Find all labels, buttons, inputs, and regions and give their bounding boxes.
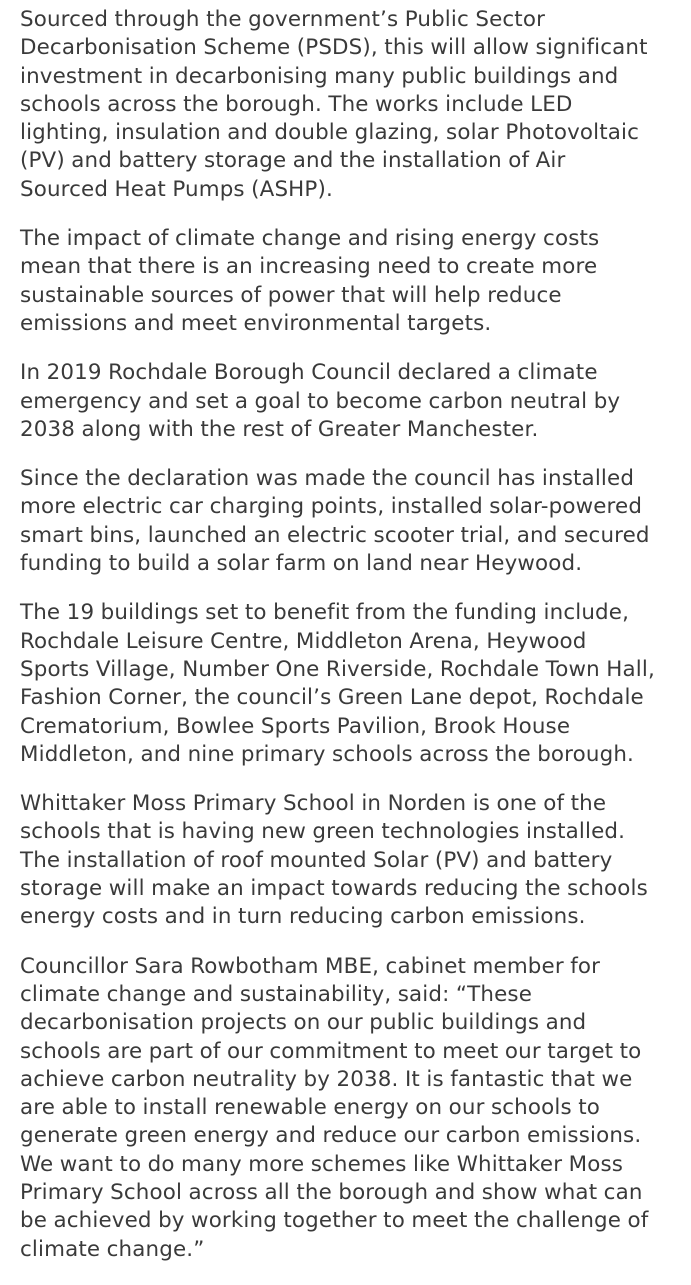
text-line: Fashion Corner, the council’s Green Lane depot, Rochdale bbox=[20, 685, 644, 711]
text-line: Primary School across all the borough and show what can bbox=[20, 1179, 643, 1205]
text-line: Whittaker Moss Primary School in Norden is one of the bbox=[20, 791, 607, 817]
text-line: In 2019 Rochdale Borough Council declared a climate bbox=[20, 360, 598, 386]
text-line: Middleton, and nine primary schools across the borough. bbox=[20, 741, 634, 767]
text-line: sustainable sources of power that will help reduce bbox=[20, 282, 562, 308]
text-line: The impact of climate change and rising energy costs bbox=[20, 226, 600, 252]
text-line: climate change and sustainability, said: “These bbox=[20, 981, 533, 1007]
text-line: achieve carbon neutrality by 2038. It is fantastic that we bbox=[20, 1066, 633, 1092]
article-body bbox=[20, 6, 680, 1285]
text-line: Decarbonisation Scheme (PSDS), this will allow significant bbox=[20, 35, 648, 61]
text-line: Crematorium, Bowlee Sports Pavilion, Brook House bbox=[20, 713, 571, 739]
paragraph-councillor-quote bbox=[20, 953, 680, 1264]
text-line: The 19 buildings set to benefit from the funding include, bbox=[20, 600, 630, 626]
text-line: decarbonisation projects on our public buildings and bbox=[20, 1010, 587, 1036]
text-line: The installation of roof mounted Solar (PV) and battery bbox=[20, 847, 613, 873]
text-line: climate change.” bbox=[20, 1236, 205, 1262]
text-line: more electric car charging points, installed solar-powered bbox=[20, 494, 643, 520]
text-line: Councillor Sara Rowbotham MBE, cabinet member for bbox=[20, 953, 601, 979]
text-line: lighting, insulation and double glazing, solar Photovoltaic bbox=[20, 120, 640, 146]
text-line: schools that is having new green technologies installed. bbox=[20, 819, 626, 845]
text-line: funding to build a solar farm on land near Heywood. bbox=[20, 551, 583, 577]
paragraph-buildings-list bbox=[20, 599, 680, 769]
text-line: investment in decarbonising many public buildings and bbox=[20, 63, 619, 89]
paragraph-whittaker-moss bbox=[20, 790, 680, 931]
text-line: We want to do many more schemes like Whittaker Moss bbox=[20, 1151, 624, 1177]
text-line: Sports Village, Number One Riverside, Rochdale Town Hall, bbox=[20, 656, 655, 682]
text-line: storage will make an impact towards reducing the schools bbox=[20, 876, 648, 902]
text-line: Since the declaration was made the council has installed bbox=[20, 466, 635, 492]
text-line: schools are part of our commitment to meet our target to bbox=[20, 1038, 642, 1064]
text-line: Rochdale Leisure Centre, Middleton Arena, Heywood bbox=[20, 628, 587, 654]
paragraph-psds-funding bbox=[20, 6, 680, 204]
text-line: energy costs and in turn reducing carbon emissions. bbox=[20, 904, 586, 930]
text-line: be achieved by working together to meet the challenge of bbox=[20, 1208, 649, 1234]
text-line: mean that there is an increasing need to create more bbox=[20, 254, 598, 280]
text-line: are able to install renewable energy on our schools to bbox=[20, 1095, 600, 1121]
text-line: Sourced Heat Pumps (ASHP). bbox=[20, 176, 333, 202]
text-line: (PV) and battery storage and the installation of Air bbox=[20, 148, 566, 174]
text-line: 2038 along with the rest of Greater Manchester. bbox=[20, 416, 539, 442]
paragraph-climate-impact bbox=[20, 225, 680, 338]
text-line: smart bins, launched an electric scooter trial, and secured bbox=[20, 522, 650, 548]
text-line: emergency and set a goal to become carbon neutral by bbox=[20, 388, 621, 414]
paragraph-climate-emergency bbox=[20, 359, 680, 444]
text-line: schools across the borough. The works include LED bbox=[20, 91, 573, 117]
text-line: Sourced through the government’s Public Sector bbox=[20, 7, 546, 32]
paragraph-council-actions bbox=[20, 465, 680, 578]
text-line: emissions and meet environmental targets. bbox=[20, 310, 492, 336]
text-line: generate green energy and reduce our carbon emissions. bbox=[20, 1123, 642, 1149]
